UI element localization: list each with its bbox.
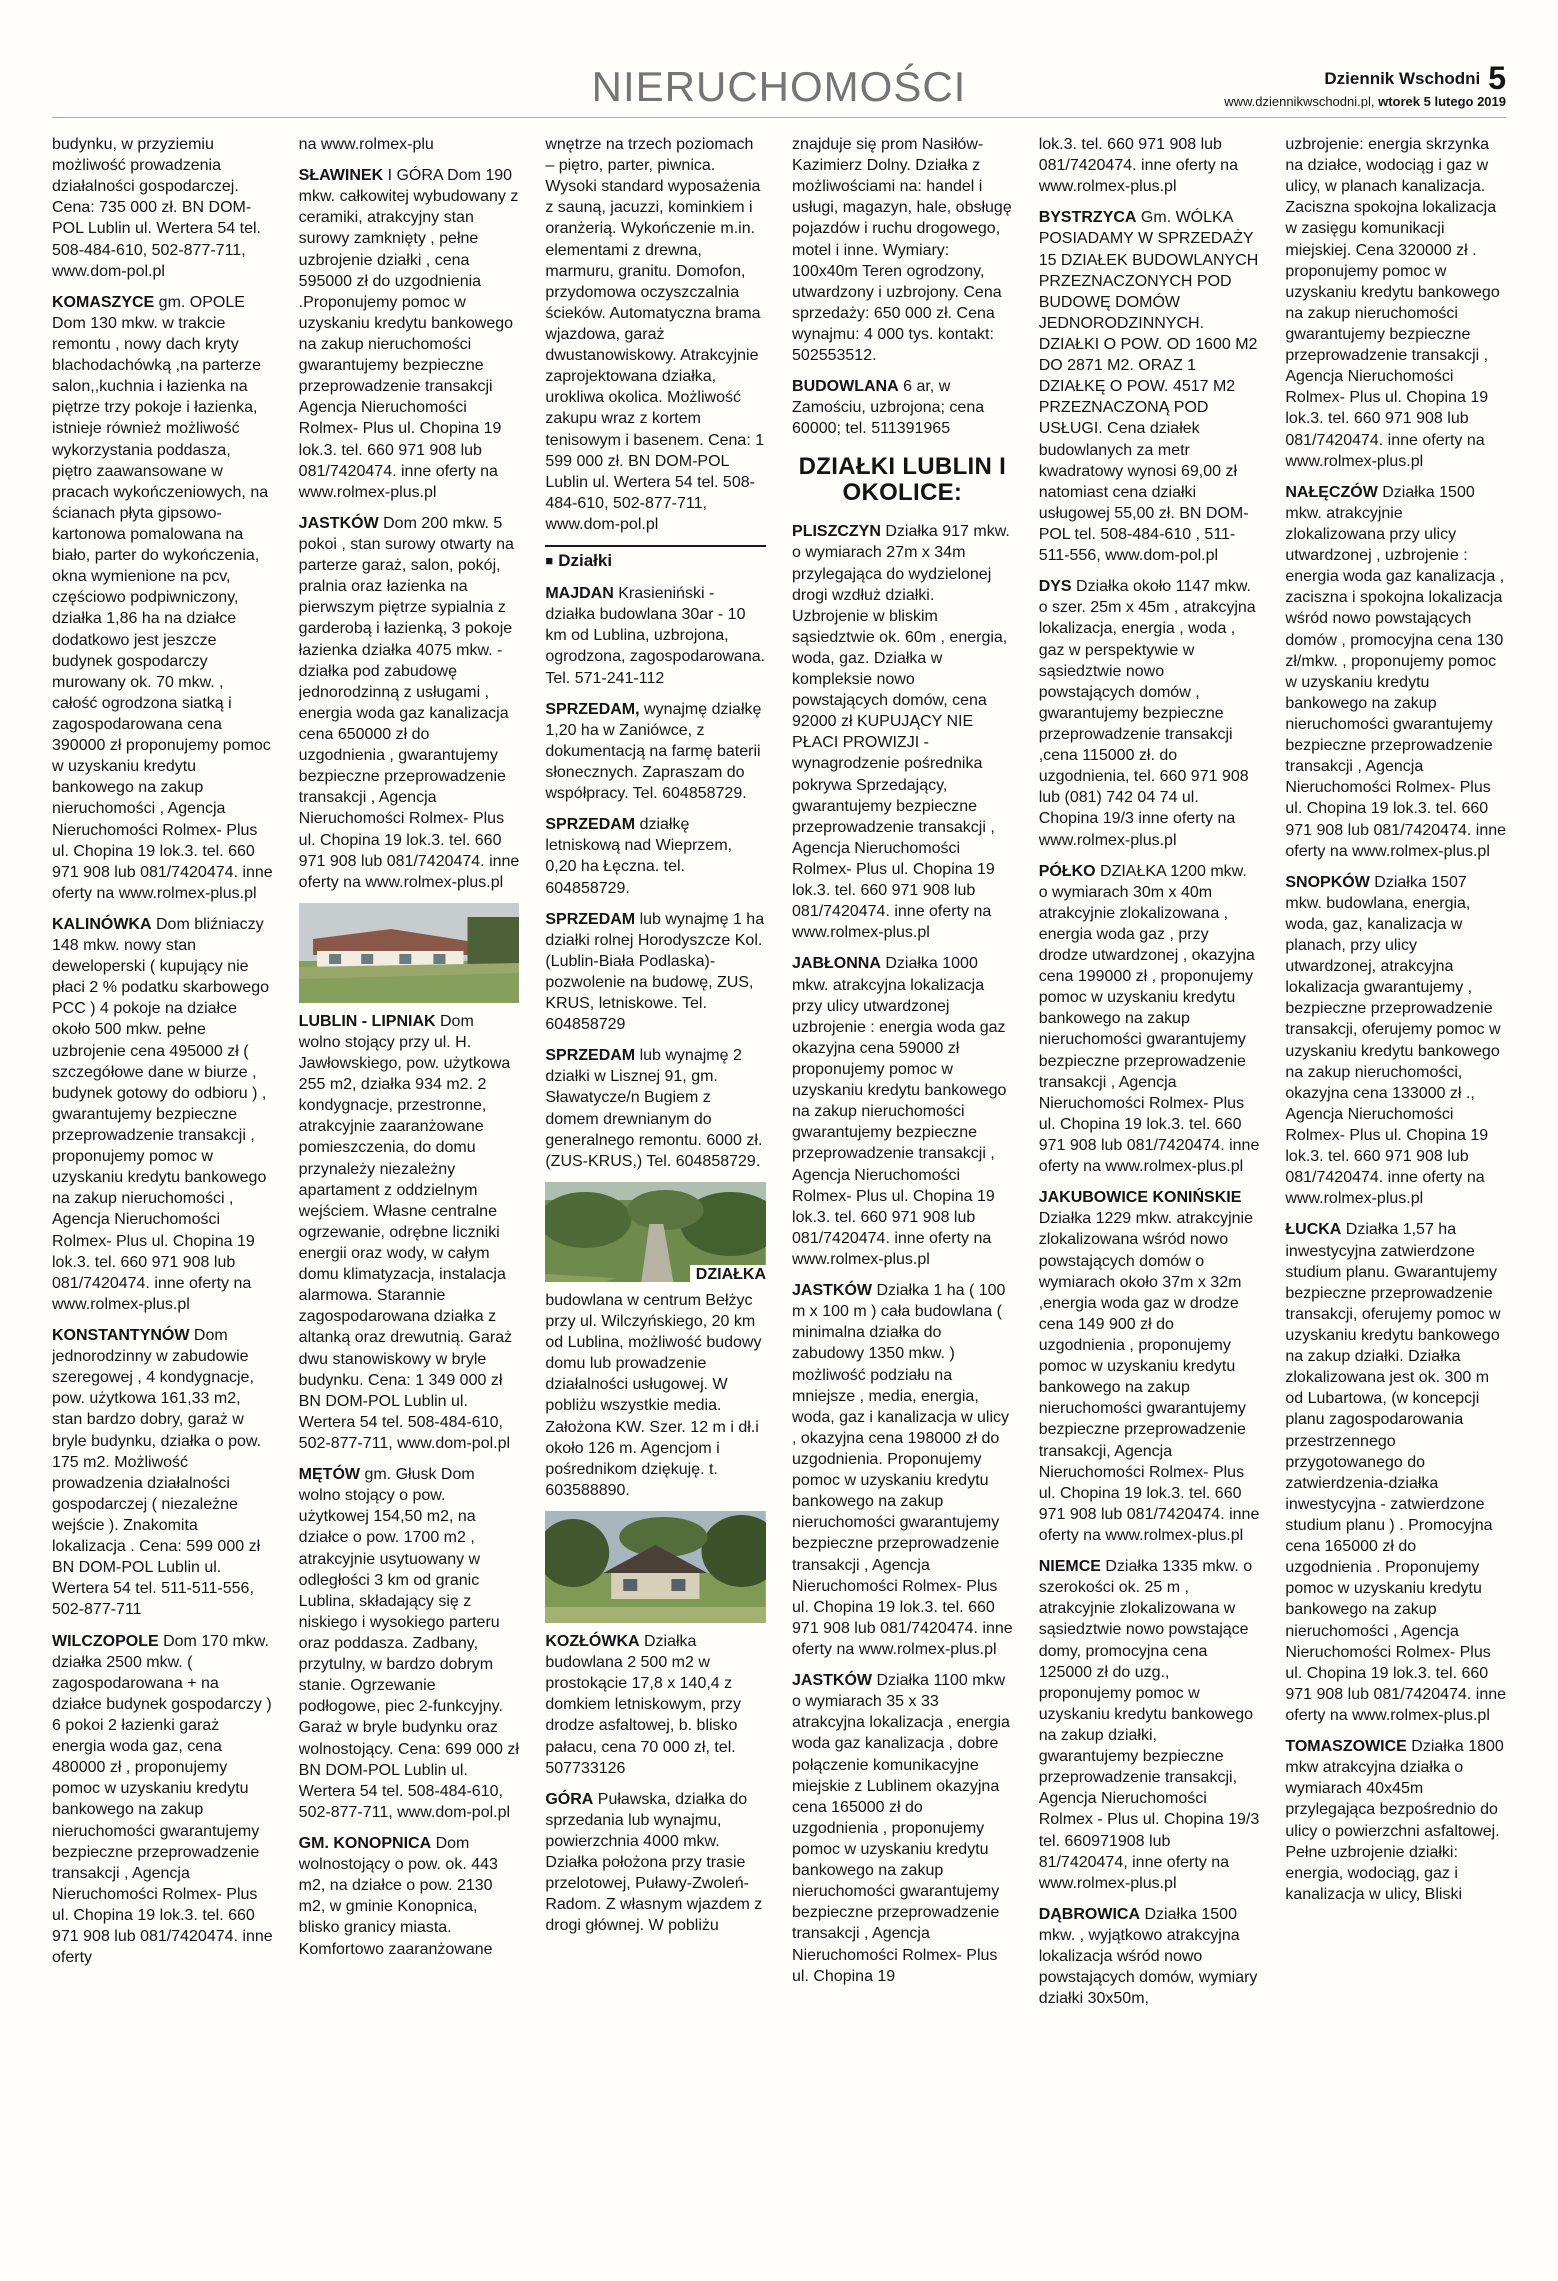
issue-date: wtorek 5 lutego 2019 <box>1378 93 1506 109</box>
ad-lead: DĄBROWICA <box>1038 1905 1141 1923</box>
ad-lead: JASTKÓW <box>792 1672 873 1690</box>
ad-text: Działka 1335 mkw. o szerokości ok. 25 m , atrakcyjnie zlokalizowana w sąsiedztwie nowo powstające domy, promocyjna cena 125000 zł do uzg., proponujemy pomoc w uzyskaniu kredytu bankowego na zakup działki, gwarantujemy bezpieczne przeprowadzenie transakcji, Agencja Nieruchomości Rolmex - Plus ul. Chopina 19/3 tel. 660971908 lub 81/7420474, inne oferty na www.rolmex-plus.pl <box>1038 1558 1260 1892</box>
ad-lead: WILCZOPOLE <box>52 1632 159 1650</box>
ad-lead: JAKUBOWICE KONIŃSKIE <box>1038 1189 1242 1207</box>
ad-text: znajduje się prom Nasiłów-Kazimierz Dolny. Działka z możliwościami na: handel i usługi, magazyn, hale, obsługę pojazdów i ruchu drogowego, motel i inne. Wymiary: 100x40m Teren ogrodzony, utwardzony i uzbrojony. Cena sprzedaży: 650 000 zł. Cena wynajmu: 4 000 tys. kontakt: 502553512. <box>792 136 1012 365</box>
square-bullet-icon: ■ <box>545 553 554 569</box>
ad-lead: KOZŁÓWKA <box>545 1633 640 1651</box>
ad-text: wnętrze na trzech poziomach – piętro, parter, piwnica. Wysoki standard wyposażenia z sauną, jacuzzi, kominkiem i oranżerią. Wykończenie m.in. elementami z drewna, marmuru, granitu. Domofon, przydomowa oczyszczalnia ścieków. Automatyczna brama wjazdowa, garaż dwustanowiskowy. Atrakcyjnie zaprojektowana działka, urokliwa okolica. Możliwość zakupu wraz z kortem tenisowym i basenem. Cena: 1 599 000 zł. BN DOM-POL Lublin ul. Wertera 54 tel. 508-484-610, 502-877-711, www.dom-pol.pl <box>545 136 765 533</box>
classified-ad <box>545 1789 766 1937</box>
ad-text: Działka 1800 mkw atrakcyjna działka o wymiarach 40x45m przylegająca bezpośrednio do ulicy o powierzchni asfaltowej. Pełne uzbrojenie działki: energia, wodociąg, gaz i kanalizacja w ulicy, Bliski <box>1285 1738 1504 1903</box>
classified-ad <box>792 134 1013 366</box>
classified-ad <box>545 814 766 898</box>
classified-ad <box>545 699 766 805</box>
ad-text: Dom bliźniaczy 148 mkw. nowy stan deweloperski ( kupujący nie płaci 2 % podatku skarbowego PCC ) 4 pokoje na działce około 500 mkw. pełne uzbrojenie cena 495000 zł ( szczegółowe dane w biurze , budynek gotowy do odbioru ) , gwarantujemy bezpieczne przeprowadzenie transakcji , proponujemy pomoc w uzyskaniu kredytu bankowego na zakup nieruchomości , Agencja Nieruchomości Rolmex- Plus ul. Chopina 19 lok.3. tel. 660 971 908 lub 081/7420474. inne oferty na www.rolmex-plus.pl <box>52 915 270 1313</box>
classified-ad <box>545 1045 766 1172</box>
ad-text: Działka 1500 mkw. atrakcyjnie zlokalizowana przy ulicy utwardzonej , uzbrojenie : energia woda gaz kanalizacja , zaciszna i spokojna lokalizacja wśród nowo powstających domów , promocyjna cena 130 zł/mkw. , proponujemy pomoc w uzyskaniu kredytu bankowego na zakup nieruchomości gwarantujemy bezpieczne przeprowadzenie transakcji , Agencja Nieruchomości Rolmex- Plus ul. Chopina 19 lok.3. tel. 660 971 908 lub 081/7420474. inne oferty na www.rolmex-plus.pl <box>1285 483 1507 860</box>
ad-text: wynajmę działkę 1,20 ha w Zaniówce, z dokumentacją na farmę baterii słonecznych. Zapraszam do współpracy. Tel. 604858729. <box>545 700 762 803</box>
classified-ad <box>52 134 273 282</box>
ad-text: I GÓRA Dom 190 mkw. całkowitej wybudowany z ceramiki, atrakcyjny stan surowy zamknięty , pełne uzbrojenie działki , cena 595000 zł do uzgodnienia .Proponujemy pomoc w uzyskaniu kredytu bankowego na zakup nieruchomości gwarantujemy bezpieczne przeprowadzenie transakcji Agencja Nieruchomości Rolmex- Plus ul. Chopina 19 lok.3. tel. 660 971 908 lub 081/7420474. inne oferty na www.rolmex-plus.pl <box>298 167 519 501</box>
ad-lead: GM. KONOPNICA <box>298 1834 432 1852</box>
classified-ad <box>1039 1187 1260 1546</box>
classified-ad <box>1039 861 1260 1178</box>
ad-text: 6 ar, w Zamościu, uzbrojona; cena 60000; tel. 511391965 <box>792 378 985 438</box>
ad-lead: SPRZEDAM <box>545 816 636 834</box>
house-listing-photo <box>299 903 520 1003</box>
classified-ad <box>299 165 520 503</box>
column-6 <box>1285 134 1506 2268</box>
ad-text: Dom wolno stojący przy ul. H. Jawłowskiego, pow. użytkowa 255 m2, działka 934 m2. 2 kondygnacje, przestronne, atrakcyjnie zaaranżowane pomieszczenia, do domu przynależy niezależny apartament z oddzielnym wejściem. Własne centralne ogrzewanie, odrębne liczniki energii oraz wody, w całym domu klimatyzacja, instalacja alarmowa. Starannie zagospodarowana działka z altanką oraz drewutnią. Garaż dwu stanowiskowy w bryle budynku. Cena: 1 349 000 zł BN DOM-POL Lublin ul. Wertera 54 tel. 508-484-610, 502-877-711, www.dom-pol.pl <box>298 1012 513 1453</box>
classified-ad <box>1039 576 1260 850</box>
classified-ad <box>1039 207 1260 566</box>
page-section-title: NIERUCHOMOŚCI <box>591 63 967 110</box>
ad-lead: MĘTÓW <box>298 1466 360 1484</box>
issue-line <box>1224 95 1506 109</box>
ad-lead: DYS <box>1038 578 1072 596</box>
classified-ad <box>52 1631 273 1969</box>
classified-ad <box>792 1670 1013 1987</box>
ad-lead: JASTKÓW <box>298 514 379 532</box>
ad-lead: GÓRA <box>545 1790 594 1808</box>
column-2 <box>299 134 520 2268</box>
ad-lead: JASTKÓW <box>792 1282 873 1300</box>
section-label: Działki <box>558 551 613 571</box>
ad-text: Puławska, działka do sprzedania lub wynajmu, powierzchnia 4000 mkw. Działka położona przy trasie przelotowej, Puławy-Zwoleń-Radom. Z własnym wjazdem z drogi głównej. W pobliżu <box>545 1790 763 1935</box>
classified-ad <box>52 1325 273 1621</box>
ad-text: Dom 200 mkw. 5 pokoi , stan surowy otwarty na parterze garaż, salon, pokój, pralnia oraz łazienka na pierwszym piętrze sypialnia z garderobą i łazienką, 3 pokoje łazienka działka 4075 mkw. - działka pod zabudowę jednorodzinną z usługami , energia woda gaz kanalizacja cena 650000 zł do uzgodnienia , gwarantujemy bezpieczne przeprowadzenie transakcji , Agencja Nieruchomości Rolmex- Plus ul. Chopina 19 lok.3. tel. 660 971 908 lub 081/7420474. inne oferty na www.rolmex-plus.pl <box>298 514 520 891</box>
classified-ad <box>1039 134 1260 197</box>
ad-text: Dom 170 mkw. działka 2500 mkw. ( zagospodarowana + na działce budynek gospodarczy ) 6 pokoi 2 łazienki garaż energia woda gaz, cena 480000 zł , proponujemy pomoc w uzyskaniu kredytu bankowego na zakup nieruchomości gwarantujemy bezpieczne przeprowadzenie transakcji , Agencja Nieruchomości Rolmex- Plus ul. Chopina 19 lok.3. tel. 660 971 908 lub 081/7420474. inne oferty <box>52 1632 273 1967</box>
ad-lead: BYSTRZYCA <box>1038 209 1137 227</box>
ad-lead: NIEMCE <box>1038 1558 1101 1576</box>
page-number: 5 <box>1488 59 1506 96</box>
ad-text: na www.rolmex-plu <box>298 136 434 153</box>
classified-ad <box>1285 1219 1506 1726</box>
ad-lead: SPRZEDAM <box>545 910 636 928</box>
classified-ad <box>299 513 520 893</box>
classified-ad <box>299 1464 520 1823</box>
ad-text: Działka 1000 mkw. atrakcyjna lokalizacja przy ulicy utwardzonej uzbrojenie : energia woda gaz okazyjna cena 59000 zł proponujemy pomoc w uzyskaniu kredytu bankowego na zakup nieruchomości gwarantujemy bezpieczne przeprowadzenie transakcji , Agencja Nieruchomości Rolmex- Plus ul. Chopina 19 lok.3. tel. 660 971 908 lub 081/7420474. inne oferty na www.rolmex-plus.pl <box>792 955 1007 1268</box>
classified-ad <box>545 1290 766 1501</box>
ad-lead: KONSTANTYNÓW <box>52 1327 190 1345</box>
column-3 <box>545 134 766 2268</box>
ad-text: działkę letniskową nad Wieprzem, 0,20 ha Łęczna. tel. 604858729. <box>545 816 733 897</box>
ad-lead: SNOPKÓW <box>1285 873 1370 891</box>
ad-text: Działka 1100 mkw o wymiarach 35 x 33 atrakcyjna lokalizacja , energia woda gaz kanalizacja , dobre połączenie komunikacyjne miejskie z Lublinem okazyjna cena 165000 zł do uzgodnienia , proponujemy pomoc w uzyskaniu kredytu bankowego na zakup nieruchomości gwarantujemy bezpieczne przeprowadzenie transakcji , Agencja Nieruchomości Rolmex- Plus ul. Chopina 19 <box>792 1672 1010 1985</box>
classified-ad <box>1285 1736 1506 1905</box>
classified-ad <box>1039 1904 1260 2010</box>
ad-text: Działka 1500 mkw. , wyjątkowo atrakcyjna lokalizacja wśród nowo powstających domów, wymiary działki 30x50m, <box>1038 1905 1258 2008</box>
ad-lead: SPRZEDAM <box>545 1047 636 1065</box>
ad-text: Działka około 1147 mkw. o szer. 25m x 45m , atrakcyjna lokalizacja, energia , woda , gaz w perspektywie w sąsiedztwie nowo powstających domów , gwarantujemy bezpieczne przeprowadzenie transakcji ,cena 115000 zł. do uzgodnienia, tel. 660 971 908 lub (081) 742 04 74 ul. Chopina 19/3 inne oferty na www.rolmex-plus.pl <box>1038 578 1256 849</box>
ad-lead: TOMASZOWICE <box>1285 1738 1407 1756</box>
ad-text: Działka 1 ha ( 100 m x 100 m ) cała budowlana ( minimalna działka do zabudowy 1350 mkw. ) możliwość podziału na mniejsze , media, energia, woda, gaz i kanalizacja w ulicy , okazyjna cena 198000 zł do uzgodnienia. Proponujemy pomoc w uzyskaniu kredytu bankowego na zakup nieruchomości gwarantujemy bezpieczne przeprowadzenie transakcji , Agencja Nieruchomości Rolmex- Plus ul. Chopina 19 lok.3. tel. 660 971 908 lub 081/7420474. inne oferty na www.rolmex-plus.pl <box>792 1282 1013 1658</box>
ad-text: lok.3. tel. 660 971 908 lub 081/7420474. inne oferty na www.rolmex-plus.pl <box>1038 136 1238 196</box>
column-1 <box>52 134 273 2268</box>
classifieds-columns <box>0 118 1558 2268</box>
ad-text: gm. Głusk Dom wolno stojący o pow. użytkowej 154,50 m2, na działce o pow. 1700 m2 , atrakcyjnie usytuowany w odległości 3 km od granic Lublina, składający się z niskiego i wysokiego parteru oraz poddasza. Zadbany, przytulny, w bardzo dobrym stanie. Ogrzewanie podłogowe, piec 2-funkcyjny. Garaż w bryle budynku oraz wolnostojący. Cena: 699 000 zł BN DOM-POL Lublin ul. Wertera 54 tel. 508-484-610, 502-877-711, www.dom-pol.pl <box>298 1466 519 1821</box>
ad-lead: SPRZEDAM, <box>545 700 640 718</box>
classified-ad <box>1285 872 1506 1210</box>
ad-lead: SŁAWINEK <box>298 167 384 185</box>
classified-ad <box>545 583 766 689</box>
ad-text: Działka 1229 mkw. atrakcyjnie zlokalizowana wśród nowo powstających domów o wymiarach około 37m x 32m ,energia woda gaz w drodze cena 149 900 zł do uzgodnienia , proponujemy pomoc w uzyskaniu kredytu bankowego na zakup nieruchomości gwarantujemy bezpieczne przeprowadzenie transakcji, Agencja Nieruchomości Rolmex- Plus ul. Chopina 19 lok.3. tel. 660 971 908 lub 081/7420474. inne oferty na www.rolmex-plus.pl <box>1038 1210 1260 1544</box>
classified-ad <box>792 376 1013 439</box>
subsection-header-lublin: DZIAŁKI LUBLIN I OKOLICE: <box>798 452 1007 507</box>
ad-lead: MAJDAN <box>545 585 614 603</box>
classified-ad <box>52 292 273 904</box>
classified-ad <box>299 134 520 155</box>
classified-ad <box>1285 134 1506 472</box>
ad-text: Działka budowlana 2 500 m2 w prostokącie 17,8 x 140,4 z domkiem letniskowym, przy drodze asfaltowej, b. blisko pałacu, cena 70 000 zł, tel. 507733126 <box>545 1633 741 1777</box>
brand-line <box>1224 59 1506 96</box>
classified-ad <box>299 1011 520 1454</box>
classified-ad <box>792 953 1013 1270</box>
classified-ad <box>545 909 766 1036</box>
ad-text: Działka 917 mkw. o wymiarach 27m x 34m przylegająca do wydzielonej drogi wzdłuż działki. Uzbrojenie w bliskim sąsiedztwie ok. 60m , energia, woda, gaz. Działka w kompleksie nowo powstających domów, cena 92000 zł KUPUJĄCY NIE PŁACI PROWIZJI -wynagrodzenie pośrednika pokrywa Sprzedający, gwarantujemy bezpieczne przeprowadzenie transakcji , Agencja Nieruchomości Rolmex- Plus ul. Chopina 19 lok.3. tel. 660 971 908 lub 081/7420474. inne oferty na www.rolmex-plus.pl <box>792 523 1010 942</box>
ad-text: gm. OPOLE Dom 130 mkw. w trakcie remontu , nowy dach kryty blachodachówką ,na parterze salon,,kuchnia i łazienka na piętrze trzy pokoje i łazienka, istnieje również możliwość wykorzystania poddasza, piętro zaawansowane w pracach wykończeniowych, na ścianach płyta gipsowo-kartonowa pomalowana na biało, parter do wykończenia, okna wymienione na pcv, częściowo podpiwniczony, działka 1,86 ha na działce dodatkowo jest jeszcze budynek gospodarczy murowany ok. 70 mkw. , całość ogrodzona siatką i zagospodarowana cena 390000 zł proponujemy pomoc w uzyskaniu kredytu bankowego na zakup nieruchomości , Agencja Nieruchomości Rolmex- Plus ul. Chopina 19 lok.3. tel. 660 971 908 lub 081/7420474. inne oferty na www.rolmex-plus.pl <box>52 293 273 902</box>
classified-ad <box>792 1280 1013 1660</box>
ad-lead: KOMASZYCE <box>52 293 155 311</box>
ad-lead: KALINÓWKA <box>52 915 152 933</box>
ad-text: budowlana w centrum Bełżyc przy ul. Wilczyńskiego, 20 km od Lublina, możliwość budowy domu lub prowadzenie działalności usługowej. W pobliżu wszystkie media. Założona KW. Szer. 12 m i dł.i około 126 m. Agencjom i pośrednikom dziękuję. t. 603588890. <box>545 1291 762 1499</box>
ad-lead: NAŁĘCZÓW <box>1285 483 1378 501</box>
photo-caption-lead: DZIAŁKA <box>690 1265 766 1284</box>
ad-lead: ŁUCKA <box>1285 1221 1342 1239</box>
masthead <box>52 0 1506 118</box>
ad-lead: LUBLIN - LIPNIAK <box>298 1012 436 1030</box>
ad-text: Działka 1507 mkw. budowlana, energia, woda, gaz, kanalizacja w planach, przy ulicy utwardzonej, atrakcyjna lokalizacja gwarantujemy , bezpieczne przeprowadzenie transakcji, oferujemy pomoc w uzyskaniu kredytu bankowego na zakup nieruchomości, okazyjna cena 133000 zł ., Agencja Nieruchomości Rolmex- Plus ul. Chopina 19 lok.3. tel. 660 971 908 lub 081/7420474. inne oferty na www.rolmex-plus.pl <box>1285 873 1501 1208</box>
brand-name: Dziennik Wschodni <box>1324 69 1481 89</box>
ad-text: Gm. WÓLKA POSIADAMY W SPRZEDAŻY 15 DZIAŁEK BUDOWLANYCH PRZEZNACZONYCH POD BUDOWĘ DOMÓW JEDNORODZINNYCH. DZIAŁKI O POW. OD 1600 M2 DO 2871 M2. ORAZ 1 DZIAŁKĘ O POW. 4517 M2 PRZEZNACZONĄ POD USŁUGI. Cena działek budowlanych za metr kwadratowy wynosi 69,00 zł natomiast cena działki usługowej 55,00 zł. BN DOM-POL tel. 508-484-610 , 511-511-556, www.dom-pol.pl <box>1038 209 1259 565</box>
classified-ad <box>1285 482 1506 862</box>
ad-text: budynku, w przyziemiu możliwość prowadzenia działalności gospodarczej. Cena: 735 000 zł. BN DOM-POL Lublin ul. Wertera 54 tel. 508-484-610, 502-877-711, www.dom-pol.pl <box>52 136 261 280</box>
column-4 <box>792 134 1013 2268</box>
ad-text: Krasieniński - działka budowlana 30ar - 10 km od Lublina, uzbrojona, ogrodzona, zagospodarowana. Tel. 571-241-112 <box>545 585 766 687</box>
classified-ad <box>52 914 273 1315</box>
ad-lead: PLISZCZYN <box>792 523 881 541</box>
ad-text: Działka 1,57 ha inwestycyjna zatwierdzone studium planu. Gwarantujemy bezpieczne przeprowadzenie transakcji, oferujemy pomoc w uzyskaniu kredytu bankowego na zakup działki. Działka zlokalizowana jest ok. 300 m od Lubartowa, (w koncepcji planu zagospodarowania przestrzennego przygotowanego do zatwierdzenia-działka inwestycyjna - zatwierdzone studium planu ) . Promocyjna cena 165000 zł do uzgodnienia . Proponujemy pomoc w uzyskaniu kredytu bankowego na zakup nieruchomości , Agencja Nieruchomości Rolmex- Plus ul. Chopina 19 lok.3. tel. 660 971 908 lub 081/7420474. inne oferty na www.rolmex-plus.pl <box>1285 1221 1507 1724</box>
ad-lead: BUDOWLANA <box>792 378 899 396</box>
section-header-dzialki <box>545 545 766 573</box>
ad-text: DZIAŁKA 1200 mkw. o wymiarach 30m x 40m atrakcyjnie zlokalizowana , energia woda gaz , przy drodze utwardzonej , okazyjna cena 199000 zł , proponujemy pomoc w uzyskaniu kredytu bankowego na zakup nieruchomości gwarantujemy bezpieczne przeprowadzenie transakcji , Agencja Nieruchomości Rolmex- Plus ul. Chopina 19 lok.3. tel. 660 971 908 lub 081/7420474. inne oferty na www.rolmex-plus.pl <box>1038 862 1260 1176</box>
site-url: www.dziennikwschodni.pl, <box>1224 93 1375 109</box>
classified-ad <box>299 1833 520 1960</box>
plot-road-photo <box>545 1182 766 1282</box>
ad-text: lub wynajmę 2 działki w Lisznej 91, gm. Sławatycze/n Bugiem z domem drewnianym do generalnego remontu. 6000 zł. (ZUS-KRUS,) Tel. 604858729. <box>545 1047 763 1170</box>
classified-ad <box>545 134 766 535</box>
ad-text: uzbrojenie: energia skrzynka na działce, wodociąg i gaz w ulicy, w planach kanalizacja. Zaciszna spokojna lokalizacja w zasięgu komunikacji miejskiej. Cena 320000 zł . proponujemy pomoc w uzyskaniu kredytu bankowego na zakup nieruchomości gwarantujemy bezpieczne przeprowadzenie transakcji , Agencja Nieruchomości Rolmex- Plus ul. Chopina 19 lok.3. tel. 660 971 908 lub 081/7420474. inne oferty na www.rolmex-plus.pl <box>1285 136 1500 470</box>
cottage-listing-photo <box>545 1511 766 1623</box>
column-5 <box>1039 134 1260 2268</box>
ad-lead: PÓŁKO <box>1038 862 1096 880</box>
classified-ad <box>1039 1556 1260 1894</box>
ad-text: lub wynajmę 1 ha działki rolnej Horodyszcze Kol. (Lublin-Biała Podlaska)-pozwolenie na budowę, ZUS, KRUS, letniskowe. Tel. 604858729 <box>545 910 765 1034</box>
classified-ad <box>792 521 1013 943</box>
masthead-right <box>1224 59 1506 109</box>
ad-text: Dom wolnostojący o pow. ok. 443 m2, na działce o pow. 2130 m2, w gminie Konopnica, blisko granicy miasta. Komfortowo zaaranżowane <box>298 1834 498 1958</box>
ad-text: Dom jednorodzinny w zabudowie szeregowej , 4 kondygnacje, pow. użytkowa 161,33 m2, stan bardzo dobry, garaż w bryle budynku, działka o pow. 175 m2. Możliwość prowadzenia działalności gospodarczej ( niezależne wejście ). Znakomita lokalizacja . Cena: 599 000 zł BN DOM-POL Lublin ul. Wertera 54 tel. 511-511-556, 502-877-711 <box>52 1327 262 1619</box>
ad-lead: JABŁONNA <box>792 955 881 973</box>
classified-ad <box>545 1631 766 1779</box>
